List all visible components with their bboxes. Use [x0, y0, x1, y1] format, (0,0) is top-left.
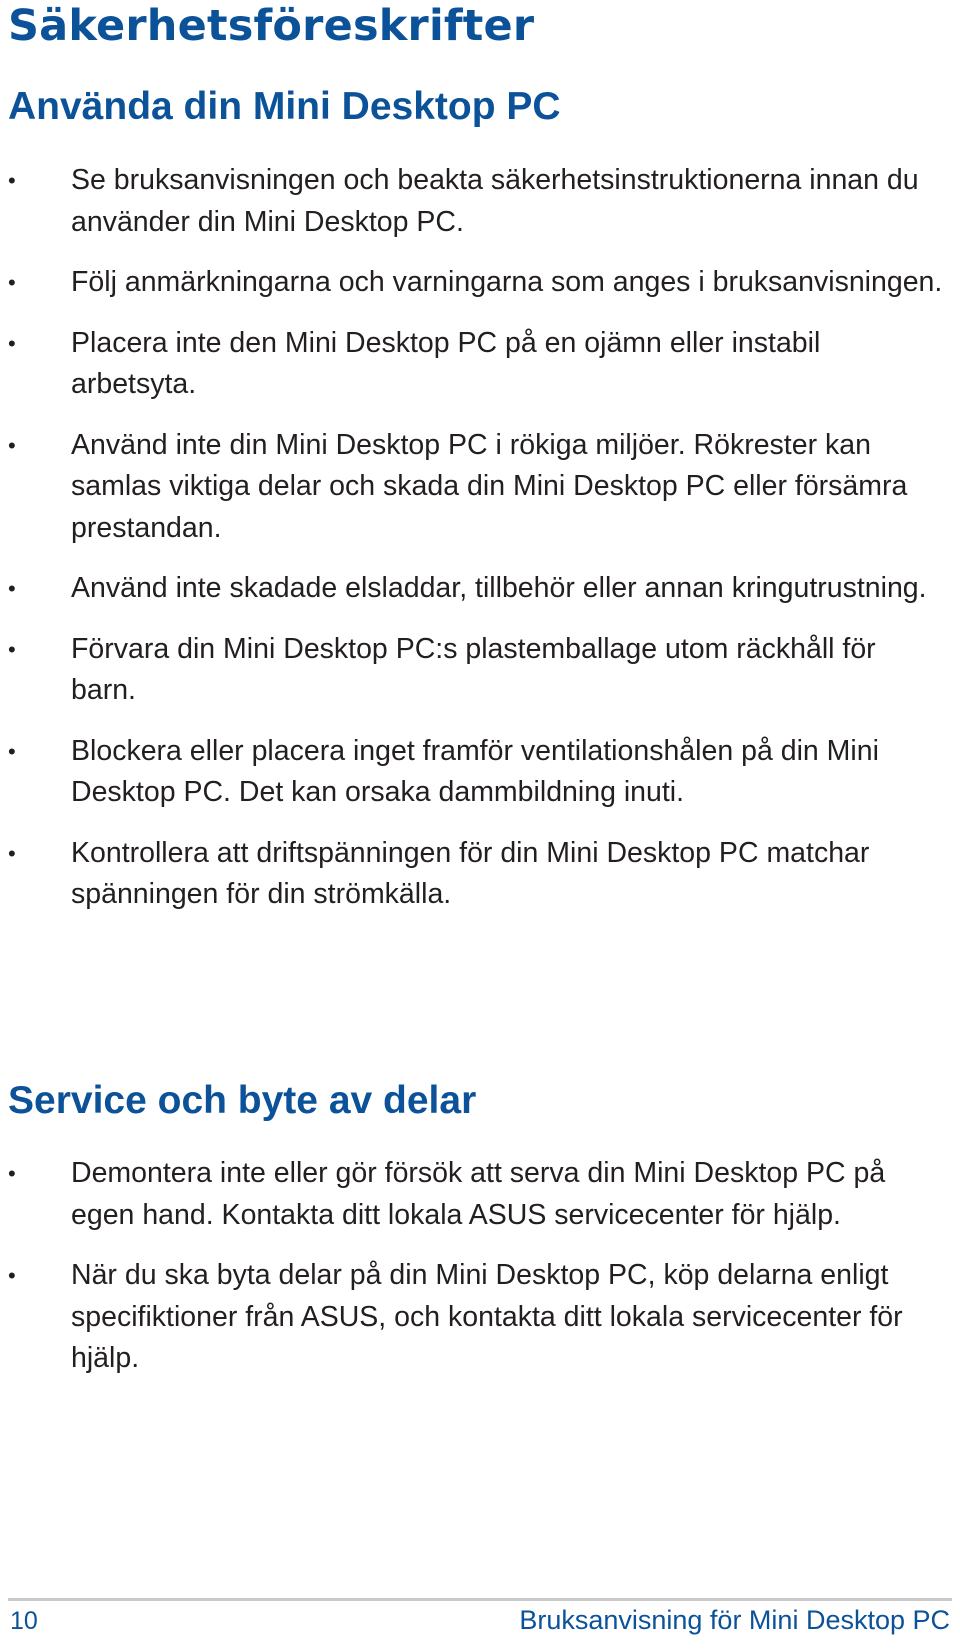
bullet-icon: •: [8, 738, 16, 764]
list-item-text: Demontera inte eller gör försök att serva din Mini Desktop PC på egen hand. Kontakta ditt lokala ASUS servicecenter för hjälp.: [71, 1157, 886, 1231]
safety-list-service: [0, 1153, 960, 1399]
bullet-icon: •: [8, 1263, 16, 1288]
bullet-icon: •: [8, 1161, 16, 1186]
list-item: [0, 833, 960, 916]
list-item: [0, 1153, 960, 1236]
section-heading-using: Använda din Mini Desktop PC: [8, 85, 561, 128]
list-item-text: Blockera eller placera inget framför ventilationshålen på din Mini Desktop PC. Det kan orsaka dammbildning inuti.: [71, 734, 879, 808]
bullet-icon: •: [8, 270, 16, 295]
page-number: 10: [10, 1607, 38, 1635]
footer-title: Bruksanvisning för Mini Desktop PC: [519, 1605, 950, 1635]
list-item-text: Följ anmärkningarna och varningarna som anges i bruksanvisningen.: [71, 266, 943, 298]
bullet-icon: •: [8, 432, 16, 458]
list-item: [0, 425, 960, 550]
list-item-text: Placera inte den Mini Desktop PC på en ojämn eller instabil arbetsyta.: [71, 326, 821, 400]
bullet-icon: •: [8, 636, 16, 662]
list-item-text: Kontrollera att driftspänningen för din Mini Desktop PC matchar spänningen för din strömkälla.: [71, 836, 870, 910]
list-item: [0, 160, 960, 243]
section-heading-service: Service och byte av delar: [8, 1079, 477, 1122]
bullet-icon: •: [8, 840, 16, 866]
list-item: [0, 1255, 960, 1380]
list-item: [0, 629, 960, 712]
list-item-text: När du ska byta delar på din Mini Desktop PC, köp delarna enligt specifiktioner från ASUS, och kontakta ditt lokala servicecenter för hjälp.: [71, 1259, 903, 1374]
bullet-icon: •: [8, 168, 16, 193]
list-item-text: Se bruksanvisningen och beakta säkerhetsinstruktionerna innan du använder din Mini Desktop PC.: [71, 164, 919, 238]
list-item: [0, 323, 960, 406]
list-item: [0, 568, 960, 610]
footer-divider: [8, 1598, 952, 1601]
safety-list-using: [0, 160, 960, 935]
list-item: [0, 731, 960, 814]
bullet-icon: •: [8, 576, 16, 601]
bullet-icon: •: [8, 330, 16, 356]
page-title: Säkerhetsföreskrifter: [8, 1, 535, 51]
list-item: [0, 262, 960, 304]
list-item-text: Använd inte din Mini Desktop PC i rökiga miljöer. Rökrester kan samlas viktiga delar och skada din Mini Desktop PC eller försämra prestandan.: [71, 428, 908, 544]
list-item-text: Förvara din Mini Desktop PC:s plastemballage utom räckhåll för barn.: [71, 632, 876, 706]
list-item-text: Använd inte skadade elsladdar, tillbehör eller annan kringutrustning.: [71, 572, 927, 604]
